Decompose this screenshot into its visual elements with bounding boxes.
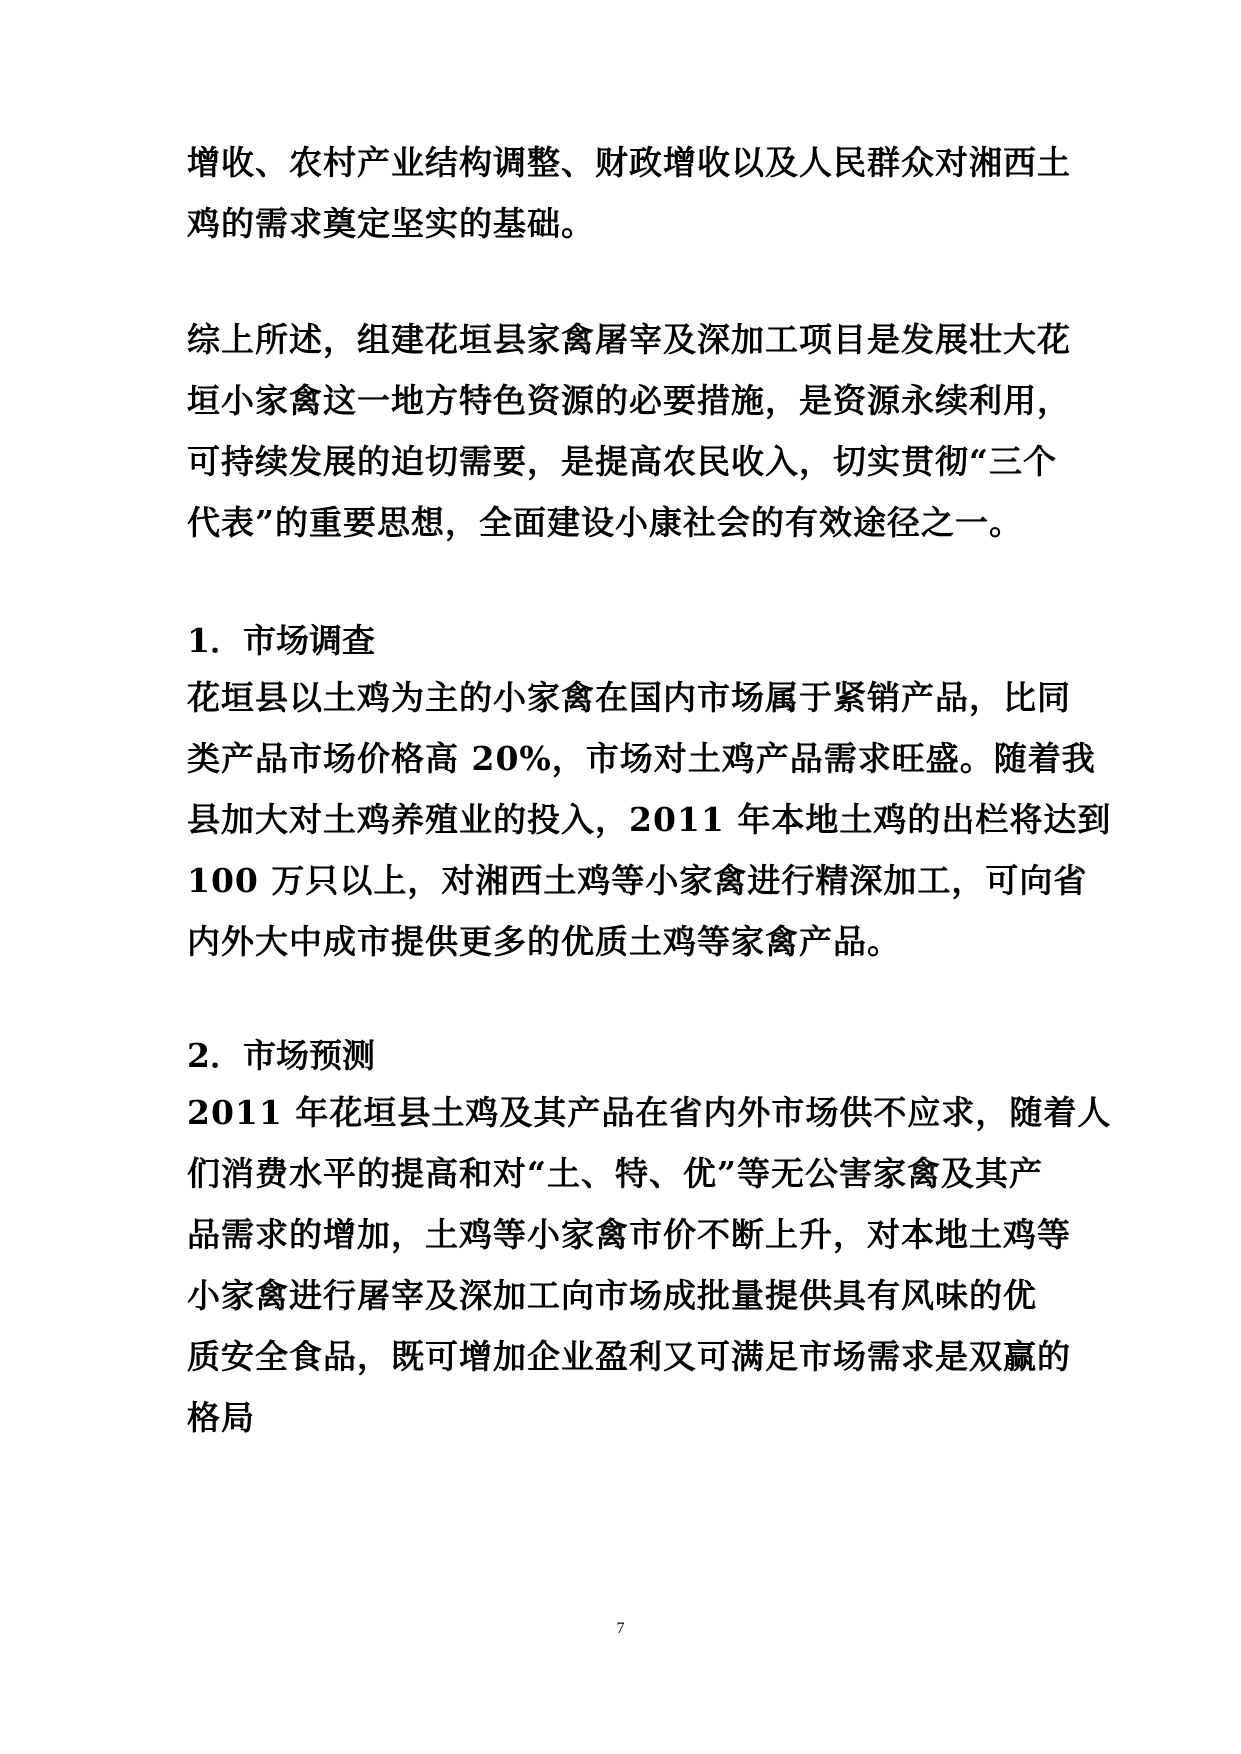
section-heading-market-survey: 1．市场调查 <box>187 621 375 660</box>
paragraph-line: 100 万只以上，对湘西土鸡等小家禽进行精深加工，可向省 <box>187 861 1088 900</box>
paragraph-line: 类产品市场价格高 20%，市场对土鸡产品需求旺盛。随着我 <box>187 739 1096 778</box>
section-heading-market-forecast: 2．市场预测 <box>187 1036 375 1075</box>
paragraph-line: 增收、农村产业结构调整、财政增收以及人民群众对湘西土 <box>187 143 1071 182</box>
paragraph-summary <box>187 309 1071 553</box>
paragraph-line: 内外大中成市提供更多的优质土鸡等家禽产品。 <box>187 922 901 961</box>
paragraph-line: 综上所述，组建花垣县家禽屠宰及深加工项目是发展壮大花 <box>187 320 1071 359</box>
paragraph-line: 花垣县以土鸡为主的小家禽在国内市场属于紧销产品，比同 <box>187 678 1071 717</box>
paragraph-line: 县加大对土鸡养殖业的投入，2011 年本地土鸡的出栏将达到 <box>187 800 1112 839</box>
paragraph-line: 垣小家禽这一地方特色资源的必要措施，是资源永续利用， <box>187 381 1071 420</box>
paragraph-line: 鸡的需求奠定坚实的基础。 <box>187 204 595 243</box>
paragraph-line: 品需求的增加，土鸡等小家禽市价不断上升，对本地土鸡等 <box>187 1215 1071 1254</box>
paragraph-line: 们消费水平的提高和对“土、特、优”等无公害家禽及其产 <box>187 1154 1043 1193</box>
page-number: 7 <box>616 1620 625 1637</box>
paragraph-line: 质安全食品，既可增加企业盈利又可满足市场需求是双赢的 <box>187 1337 1071 1376</box>
paragraph-line: 可持续发展的迫切需要，是提高农民收入，切实贯彻“三个 <box>187 442 1057 481</box>
paragraph-line: 格局 <box>187 1398 255 1437</box>
paragraph-market-survey <box>187 667 1112 972</box>
paragraph-line: 代表”的重要思想，全面建设小康社会的有效途径之一。 <box>187 503 1023 542</box>
paragraph-line: 小家禽进行屠宰及深加工向市场成批量提供具有风味的优 <box>187 1276 1037 1315</box>
paragraph-intro-continuation <box>187 132 1071 254</box>
paragraph-line: 2011 年花垣县土鸡及其产品在省内外市场供不应求，随着人 <box>187 1093 1112 1132</box>
paragraph-market-forecast <box>187 1082 1112 1448</box>
